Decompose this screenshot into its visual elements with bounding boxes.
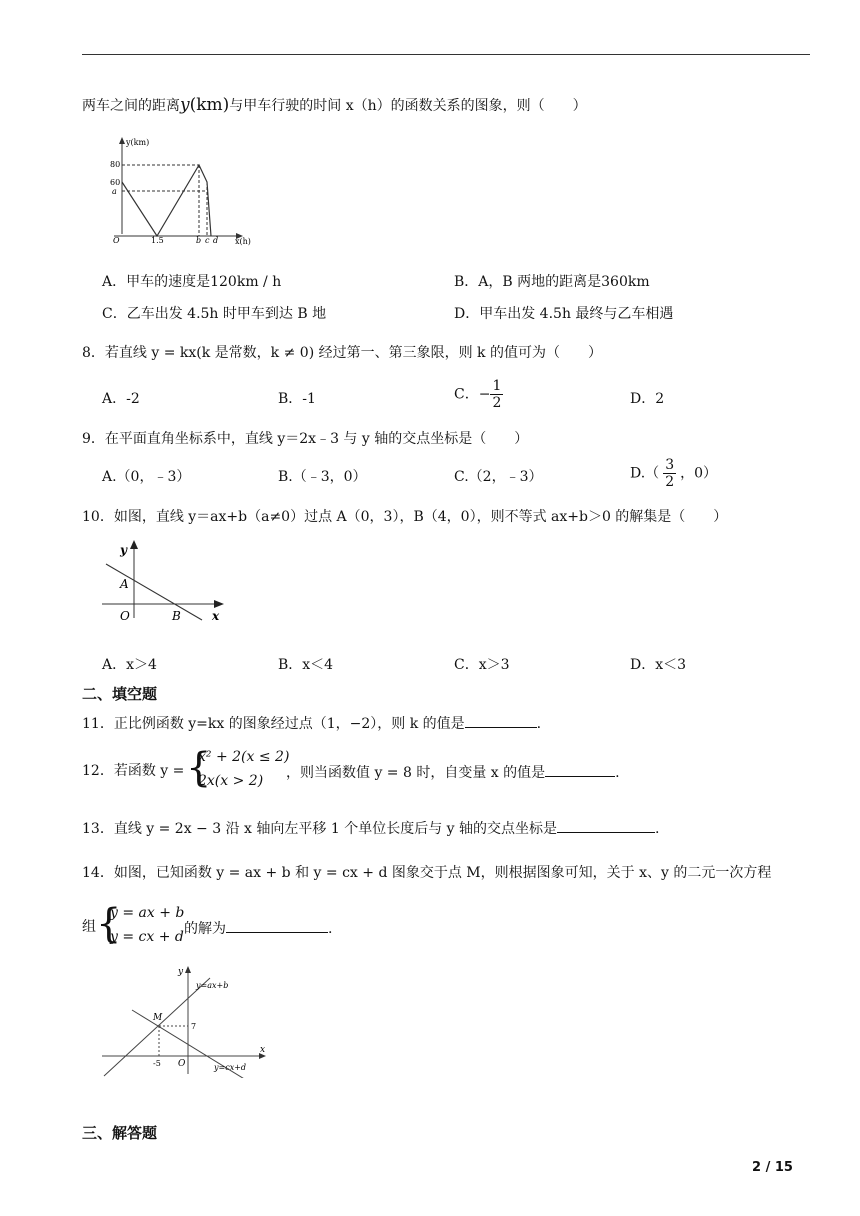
section-fill-in-heading: 二、填空题 [82, 685, 158, 703]
q13-answer-blank[interactable] [557, 818, 655, 833]
q7-origin: O [113, 236, 120, 245]
q10-option-c: C．x＞3 [454, 657, 510, 673]
q7-graph [100, 134, 260, 246]
q7-stem: 两车之间的距离y(km)与甲车行驶的时间 x（h）的函数关系的图象，则（ ） [82, 95, 587, 115]
q10-option-d: D．x＜3 [630, 657, 687, 673]
q7-y-axis-label: y(km) [126, 138, 150, 147]
q14-tick-7: 7 [191, 1022, 197, 1031]
q14-y-arrow [185, 966, 191, 973]
q8-option-c: C．− $\frac{1}{2}$ [454, 378, 502, 411]
q11-answer-blank[interactable] [465, 713, 537, 728]
q14-graph [98, 960, 278, 1078]
q9-stem: 9．在平面直角坐标系中，直线 y＝2x﹣3 与 y 轴的交点坐标是（ ） [82, 431, 529, 447]
q14-line1-label: y=ax+b [196, 981, 229, 990]
q10-origin: O [120, 609, 130, 623]
q10-x-arrow [214, 600, 224, 608]
q7-tick-c: c [205, 236, 210, 245]
q12-answer-blank[interactable] [545, 762, 615, 777]
q9-option-b: B.（﹣3，0） [278, 469, 367, 485]
q8-stem: 8．若直线 y = kx(k 是常数，k ≠ 0) 经过第一、第三象限，则 k 的值可为（ ） [82, 345, 602, 361]
page-number: 2 / 15 [752, 1160, 793, 1175]
q13-stem: 13．直线 y = 2x − 3 沿 x 轴向左平移 1 个单位长度后与 y 轴的交点坐标是 . [82, 818, 659, 838]
q14-y-label: y [178, 967, 184, 977]
q11-stem: 11．正比例函数 y=kx 的图象经过点（1，−2），则 k 的值是 . [82, 713, 541, 733]
q8-option-d: D．2 [630, 391, 665, 407]
q10-option-b: B．x＜4 [278, 657, 334, 673]
q7-tick-b: b [196, 236, 202, 245]
q7-tick-60: 60 [110, 178, 121, 187]
q7-tick-80: 80 [110, 160, 121, 169]
q14-origin: O [178, 1059, 186, 1069]
q14-point-m: M [153, 1013, 163, 1023]
header-rule [82, 54, 810, 55]
q9-option-d: D.（ $\frac{3}{2}$ ，0） [630, 457, 718, 490]
section-answer-heading: 三、解答题 [82, 1124, 158, 1142]
q14-stem: 14．如图，已知函数 y = ax + b 和 y = cx + d 图象交于点 M，则根据图象可知，关于 x、y 的二元一次方程 [82, 865, 772, 881]
q14-line2-label: y=cx+d [214, 1063, 247, 1072]
q7-y-arrow [119, 137, 125, 144]
q7-tick-1-5: 1.5 [151, 236, 164, 245]
q10-point-b: B [172, 609, 181, 623]
q8-option-b: B．-1 [278, 391, 316, 407]
q14-x-label: x [260, 1045, 266, 1055]
q8-option-a: A．-2 [102, 391, 140, 407]
q14-tick-m5: -5 [153, 1059, 161, 1068]
q10-stem: 10．如图，直线 y＝ax+b（a≠0）过点 A（0，3），B（4，0），则不等式 ax+b＞0 的解集是（ ） [82, 509, 728, 525]
q7-option-b: B．A，B 两地的距离是360km [454, 274, 650, 290]
q10-x-label: x [212, 609, 220, 623]
q7-tick-d: d [213, 236, 219, 245]
q7-option-a: A．甲车的速度是120km / h [102, 274, 282, 290]
q9-option-c: C.（2，﹣3） [454, 469, 543, 485]
q10-option-a: A．x＞4 [102, 657, 157, 673]
q10-y-arrow [130, 540, 138, 549]
q7-x-axis-label: x(h) [235, 237, 251, 246]
q10-point-a: A [120, 577, 129, 591]
q10-graph [98, 538, 228, 626]
q7-option-d: D．甲车出发 4.5h 最终与乙车相遇 [454, 306, 674, 322]
q7-tick-a: a [112, 187, 117, 196]
q9-option-a: A.（0，﹣3） [102, 469, 191, 485]
q7-option-c: C．乙车出发 4.5h 时甲车到达 B 地 [102, 306, 327, 322]
q10-y-label: y [120, 543, 127, 557]
q14-answer-blank[interactable] [226, 918, 328, 933]
